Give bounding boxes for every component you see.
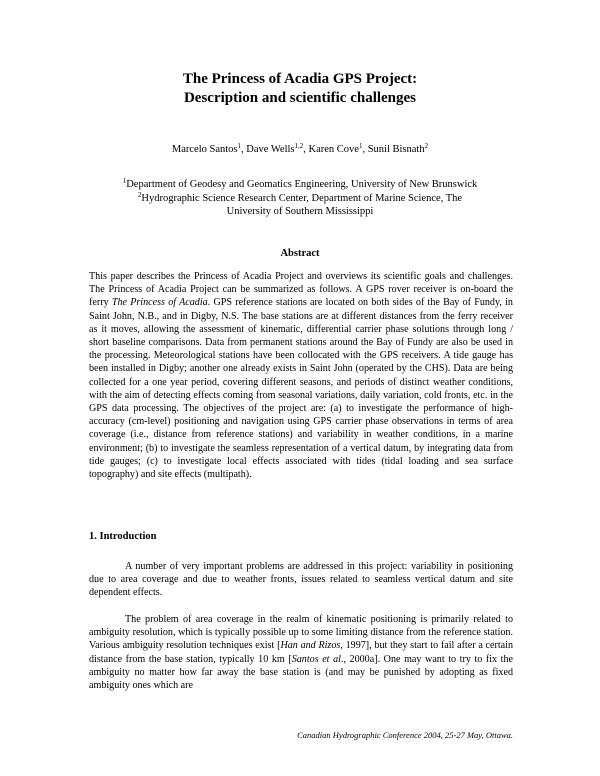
affiliation-block [120, 178, 480, 219]
ship-name: The Princess of Acadia [111, 297, 208, 309]
intro-paragraph-2 [89, 613, 513, 692]
author-affiliation-mark: 1 [358, 142, 363, 150]
title-line-2: Description and scientific challenges [183, 90, 417, 106]
affiliation-text: Hydrographic Science Research Center, Department of Marine Science, The University of Southern Mississippi [141, 192, 463, 217]
author-name: Karen Cove [308, 144, 359, 155]
affiliation-1 [120, 178, 480, 192]
page-footer: Canadian Hydrographic Conference 2004, 25-27 May, Ottawa. [297, 730, 513, 740]
citation: Han and Rizos [280, 640, 341, 652]
author-affiliation-mark: 2 [424, 142, 429, 150]
abstract-heading: Abstract [280, 248, 320, 259]
affiliation-2 [120, 192, 480, 219]
paragraph-text: The problem of area coverage in the realm of kinematic positioning is primarily related to ambiguity resolution, which is typically possible up to some limiting distance from the reference station. Various ambiguity resolution techniques exist [ [89, 614, 513, 652]
paper-title [0, 70, 600, 108]
affiliation-mark: 1 [122, 177, 127, 185]
intro-paragraph-1: A number of very important problems are addressed in this project: variability in positioning due to area coverage and due to weather fronts, issues related to seamless vertical datum and site dependent effects. [89, 561, 513, 599]
title-line-1: The Princess of Acadia GPS Project: [182, 71, 418, 87]
author-name: Sunil Bisnath [367, 144, 425, 155]
citation: Santos et al [291, 653, 341, 665]
abstract-text-part: This paper describes the Princess of Acadia Project and overviews its scientific goals and challenges. The Princess of Acadia Project can be summarized as follows. A GPS rover receiver is on-board the ferry [89, 271, 513, 309]
author-affiliation-mark: 1,2 [294, 142, 304, 150]
author-name: Dave Wells [246, 144, 295, 155]
abstract-text-part: . GPS reference stations are located on both sides of the Bay of Fundy, in Saint John, N.B., and in Digby, N.S. The base stations are at different distances from the ferry receiver as it moves, allowing the assessment of kinematic, differential carrier phase solutions through long / short baseline comparisons. Data from permanent stations around the Bay of Fundy are also be used in the processing. Meteorological stations have been collocated with the GPS receivers. A tide gauge has been installed in Digby; another one already exists in Saint John (operated by the CHS). Data are being collected for a one year period, covering different seasons, and periods of distinct weather conditions, with the aim of detecting effects coming from seasonal variations, daily variation, cold fronts, etc. in the GPS data processing. The objectives of the project are: (a) to investigate the performance of high-accuracy (cm-level) positioning and navigation using GPS carrier phase observations in terms of area coverage (i.e., distance from reference stations) and variability in weather conditions, in a marine environment; (b) to investigate the seamless representation of a vertical datum, by integrating data from tide gauges; (c) to investigate local effects associated with tides (tidal loading and sea surface topography) and site effects (multipath). [89, 297, 513, 481]
abstract-text [89, 270, 513, 481]
section-heading-introduction: 1. Introduction [89, 531, 157, 542]
affiliation-mark: 2 [137, 190, 142, 199]
author-name: Marcelo Santos [171, 144, 238, 155]
affiliation-text: Department of Geodesy and Geomatics Engineering, University of New Brunswick [126, 179, 478, 190]
author-list: Marcelo Santos$^1$, Dave Wells$^{1,2}$, Karen Cove$^1$, Sunil Bisnath$^2$ [171, 142, 429, 155]
paragraph-text: , 1997], but they start to fail after a certain distance from the base station, typically 10 km [ [89, 640, 513, 665]
author-affiliation-mark: 1 [237, 142, 242, 150]
paragraph-text: ., 2000a]. One may want to try to fix the ambiguity no matter how far away the base station is (and may be punished by adopting as fixed ambiguity ones which are [89, 653, 513, 692]
